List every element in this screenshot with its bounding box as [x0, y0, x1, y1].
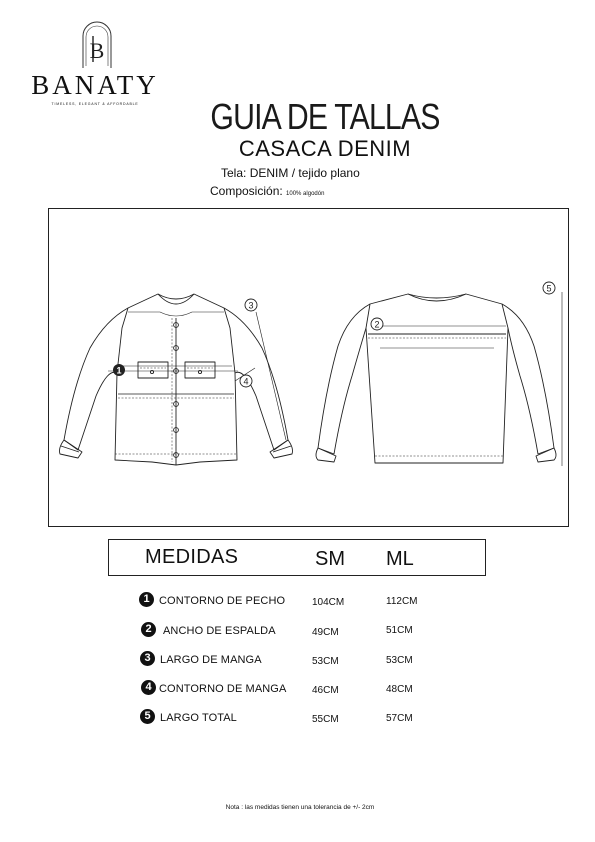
back-jacket-drawing	[316, 294, 556, 463]
table-row	[0, 621, 595, 643]
measure-line-sleeve-length	[256, 312, 286, 440]
fabric-line	[221, 166, 360, 180]
marker-2	[371, 318, 383, 330]
brand-name: BANATY	[31, 70, 159, 100]
row-value-sm: 104CM	[312, 597, 345, 608]
row-label: LARGO TOTAL	[160, 712, 237, 724]
page-title: GUIA DE TALLAS	[210, 96, 440, 137]
brand-logo-mark	[77, 20, 117, 70]
row-value-ml: 53CM	[386, 655, 413, 666]
footer-note: Nota : las medidas tienen una tolerancia de +/- 2cm	[225, 804, 375, 811]
marker-3	[245, 299, 257, 311]
fabric-value: DENIM / tejido plano	[249, 166, 360, 180]
table-row	[0, 679, 595, 701]
svg-text:4: 4	[243, 376, 249, 387]
header-medidas: MEDIDAS	[145, 546, 239, 568]
row-value-sm: 46CM	[312, 685, 339, 696]
row-label: CONTORNO DE PECHO	[159, 595, 286, 607]
row-value-ml: 51CM	[386, 625, 413, 636]
header-size-ml: ML	[386, 548, 414, 570]
table-row	[0, 592, 595, 614]
composition-value: 100% algodón	[286, 191, 325, 197]
row-number-badge: 1	[139, 592, 154, 607]
table-row	[0, 708, 595, 730]
garment-diagram	[48, 208, 569, 527]
composition-line	[210, 184, 324, 198]
row-label: CONTORNO DE MANGA	[159, 683, 287, 695]
svg-text:3: 3	[248, 300, 254, 311]
marker-5	[543, 282, 555, 294]
row-label: ANCHO DE ESPALDA	[163, 625, 276, 637]
brand-tagline: TIMELESS, ELEGANT & AFFORDABLE	[51, 102, 139, 106]
header-size-sm: SM	[315, 548, 345, 570]
row-value-sm: 55CM	[312, 714, 339, 725]
row-label: LARGO DE MANGA	[160, 654, 262, 666]
row-number-badge: 5	[140, 709, 155, 724]
svg-text:2: 2	[374, 319, 380, 330]
logo-letter: B	[89, 38, 105, 63]
row-number-badge: 3	[140, 651, 155, 666]
marker-4	[240, 375, 252, 387]
row-value-ml: 57CM	[386, 713, 413, 724]
svg-text:5: 5	[546, 283, 552, 294]
marker-1	[113, 364, 125, 376]
row-value-sm: 53CM	[312, 656, 339, 667]
table-row	[0, 650, 595, 672]
composition-label: Composición:	[210, 184, 283, 198]
row-number-badge: 2	[141, 622, 156, 637]
row-value-sm: 49CM	[312, 627, 339, 638]
row-value-ml: 48CM	[386, 684, 413, 695]
row-value-ml: 112CM	[386, 596, 418, 607]
fabric-label: Tela:	[221, 166, 247, 180]
row-number-badge: 4	[141, 680, 156, 695]
product-name: CASACA DENIM	[238, 136, 412, 161]
svg-text:1: 1	[116, 365, 122, 376]
